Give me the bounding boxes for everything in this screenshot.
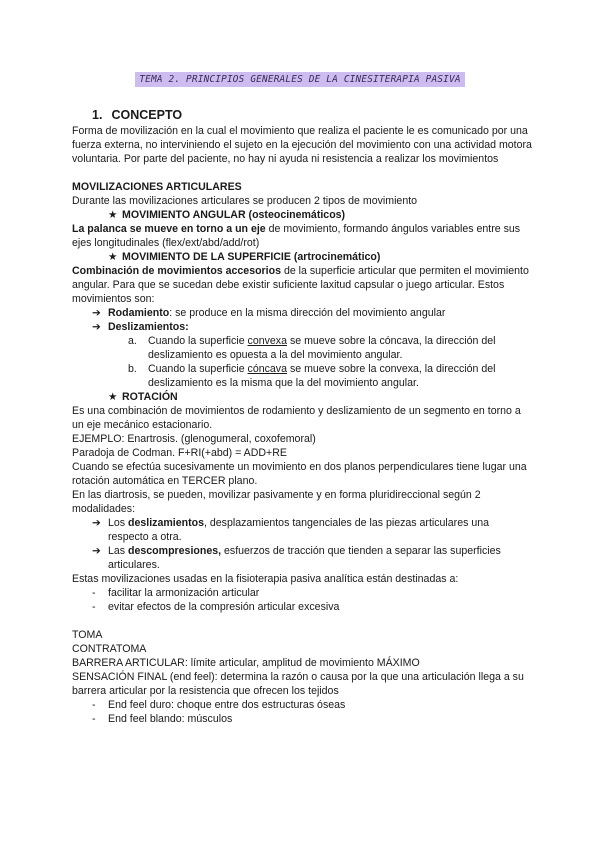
sensacion-text: SENSACIÓN FINAL (end feel): determina la razón o causa por la que una articulación llega a su barrera articular por la resistencia que ofrecen los tejidos <box>72 671 524 697</box>
movilizaciones-heading: MOVILIZACIONES ARTICULARES <box>72 181 242 193</box>
list-item <box>128 362 532 390</box>
item-text: esfuerzos de tracción que tienden a separar las superficies articulares. <box>108 545 501 571</box>
angular-text <box>72 222 532 250</box>
item-text: evitar efectos de la compresión articular excesiva <box>108 601 340 613</box>
section-number: 1. <box>92 108 103 122</box>
item-text: Cuando la superficie <box>148 335 248 347</box>
item-text: Las <box>108 545 129 557</box>
rotacion-text2: Cuando se efectúa sucesivamente un movimiento en dos planos perpendiculares tiene lugar una rotación automática en TERCER plano. <box>72 461 527 487</box>
title-container <box>0 72 600 87</box>
content <box>72 108 532 726</box>
list-item <box>92 712 532 726</box>
dash-marker: - <box>92 601 96 613</box>
arrow-icon: ➔ <box>92 321 101 333</box>
contratoma-label: CONTRATOMA <box>72 643 147 655</box>
angular-rest: de movimiento, formando ángulos variables entre sus ejes longitudinales (flex/ext/abd/add/rot) <box>72 223 521 249</box>
dash-marker: - <box>92 713 96 725</box>
list-item <box>92 600 532 614</box>
rodamiento-label: Rodamiento <box>108 307 170 319</box>
angular-heading-row <box>108 208 532 222</box>
page-title: TEMA 2. PRINCIPIOS GENERALES DE LA CINESITERAPIA PASIVA <box>135 72 464 87</box>
concepto-text: Forma de movilización en la cual el movimiento que realiza el paciente le es comunicado por una fuerza externa, no interviniendo el sujeto en la ejecución del movimiento con una actividad motora voluntaria. Por parte del paciente, no hay ni ayuda ni resistencia a realizar los movimientos <box>72 125 532 165</box>
item-bold: deslizamientos <box>128 517 204 529</box>
arrow-icon: ➔ <box>92 545 101 557</box>
list-item <box>128 334 532 362</box>
rotacion-text3: En las diartrosis, se pueden, movilizar pasivamente y en forma pluridireccional según 2 modalidades: <box>72 489 481 515</box>
item-text: Los <box>108 517 129 529</box>
modalidad-item <box>92 516 532 544</box>
item-text: se mueve sobre la convexa, la dirección del deslizamiento es la misma que la del movimiento angular. <box>148 363 496 389</box>
item-text: facilitar la armonización articular <box>108 587 260 599</box>
item-text: End feel duro: choque entre dos estructuras óseas <box>108 699 346 711</box>
superficie-heading: MOVIMIENTO DE LA SUPERFICIE (artrocinemático) <box>122 251 381 263</box>
rotacion-text4: Estas movilizaciones usadas en la fisioterapia pasiva analítica están destinadas a: <box>72 573 459 585</box>
deslizamientos-item <box>92 320 532 334</box>
dash-marker: - <box>92 699 96 711</box>
angular-heading: MOVIMIENTO ANGULAR (osteocinemáticos) <box>122 209 346 221</box>
underlined-term: convexa <box>247 335 287 347</box>
section-heading-concepto <box>92 108 532 122</box>
movilizaciones-intro: Durante las movilizaciones articulares se producen 2 tipos de movimiento <box>72 195 418 207</box>
barrera-text: BARRERA ARTICULAR: límite articular, amplitud de movimiento MÁXIMO <box>72 657 420 669</box>
rotacion-heading-row <box>108 390 532 404</box>
superficie-text <box>72 264 532 306</box>
star-icon: ★ <box>108 391 118 403</box>
toma-label: TOMA <box>72 629 103 641</box>
rodamiento-item <box>92 306 532 320</box>
deslizamientos-label: Deslizamientos: <box>108 321 189 333</box>
list-marker: a. <box>128 335 137 347</box>
star-icon: ★ <box>108 251 118 263</box>
angular-bold: La palanca se mueve en torno a un eje <box>72 223 266 235</box>
rodamiento-text: : se produce en la misma dirección del movimiento angular <box>169 307 446 319</box>
item-text: , desplazamientos tangenciales de las piezas articulares una respecto a otra. <box>108 517 490 543</box>
item-bold: descompresiones, <box>128 545 222 557</box>
superficie-rest: de la superficie articular que permiten el movimiento angular. Para que se sucedan debe existir suficiente laxitud capsular o juego articular. Estos movimientos son: <box>72 265 529 305</box>
rotacion-heading: ROTACIÓN <box>122 391 178 403</box>
star-icon: ★ <box>108 209 118 221</box>
underlined-term: cóncava <box>247 363 287 375</box>
section-title: CONCEPTO <box>111 108 183 122</box>
item-text: End feel blando: músculos <box>108 713 233 725</box>
list-marker: b. <box>128 363 137 375</box>
modalidad-item <box>92 544 532 572</box>
dash-marker: - <box>92 587 96 599</box>
arrow-icon: ➔ <box>92 307 101 319</box>
rotacion-ejemplo: EJEMPLO: Enartrosis. (glenogumeral, coxofemoral) <box>72 433 316 445</box>
superficie-heading-row <box>108 250 532 264</box>
list-item <box>92 586 532 600</box>
rotacion-text: Es una combinación de movimientos de rodamiento y deslizamiento de un segmento en torno a un eje mecánico estacionario. <box>72 405 521 431</box>
arrow-icon: ➔ <box>92 517 101 529</box>
item-text: Cuando la superficie <box>148 363 248 375</box>
list-item <box>92 698 532 712</box>
superficie-bold: Combinación de movimientos accesorios <box>72 265 281 277</box>
rotacion-paradoja: Paradoja de Codman. F+RI(+abd) = ADD+RE <box>72 447 287 459</box>
item-text: se mueve sobre la cóncava, la dirección del deslizamiento es opuesta a la del movimiento angular. <box>148 335 496 361</box>
